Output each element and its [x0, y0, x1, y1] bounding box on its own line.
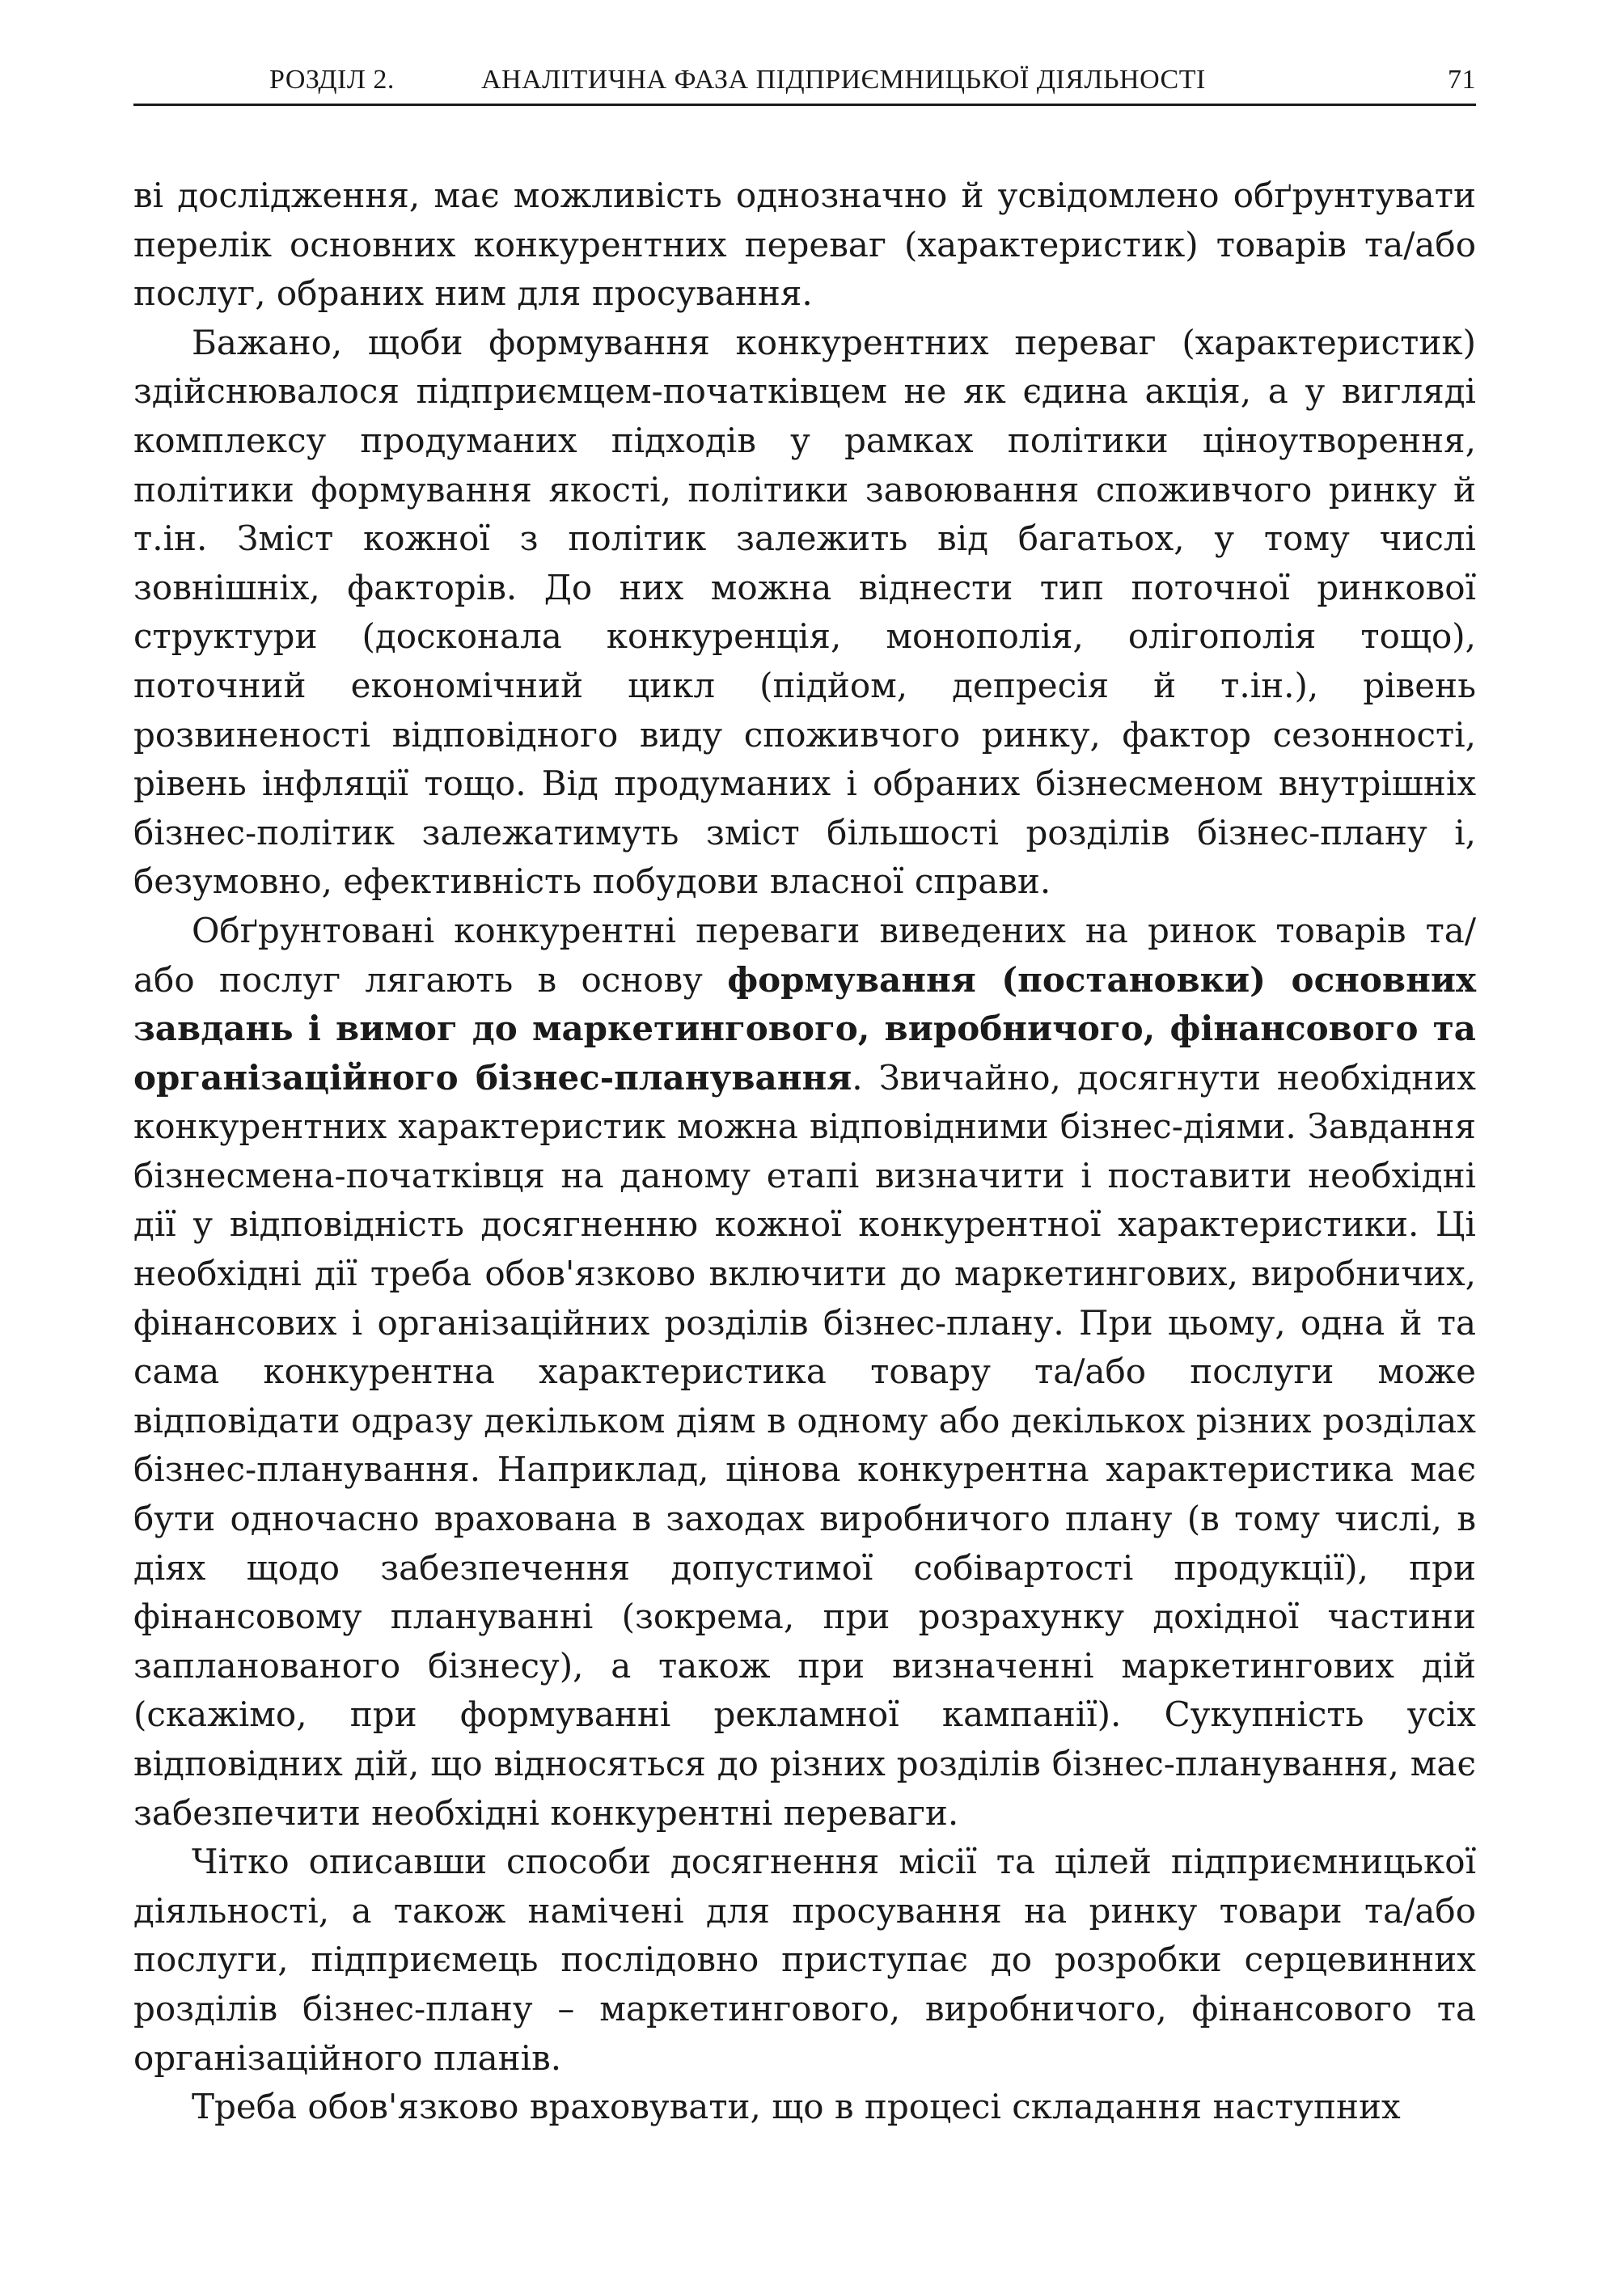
- paragraph-4: Чітко описавши способи досягнення місії та цілей підприємницької діяльності, а також намічені для просування на ринку товари та/або послуги, підприємець послідовно приступає до розробки серцевинних розділів бізнес-плану – маркетингового, виробничого, фінансового та організаційного планів.: [133, 1842, 1476, 2078]
- running-header: [133, 61, 1476, 106]
- paragraph-3-end: . Звичайно, досягнути необхідних конкурентних характеристик можна відповідними бізнес-діями. Завдання бізнесмена-початківця на даному етапі визначити і поставити необхідні дії у відповідність досягненню кожної конкурентної характеристики. Ці необхідні дії треба обов'язково включити до маркетингових, виробничих, фінансових і організаційних розділів бізнес-плану. При цьому, одна й та сама конкурентна характеристика товару та/або послуги може відповідати одразу декільком діям в одному або декількох різних розділах бізнес-планування. Наприклад, цінова конкурентна характеристика має бути одночасно врахована в заходах виробничого плану (в тому числі, в діях щодо забезпечення допустимої собівартості продукції), при фінансовому плануванні (зокрема, при розрахунку дохідної частини запланованого бізнесу), а також при визначенні маркетингових дій (скажімо, при формуванні рекламної кампанії). Сукупність усіх відповідних дій, що відносяться до різних розділів бізнес-планування, має забезпечити необхідні конкурентні переваги.: [133, 1057, 1476, 1833]
- body-text: [133, 171, 1476, 2132]
- header-section-label: РОЗДІЛ 2.: [269, 65, 395, 95]
- paragraph-2: Бажано, щоби формування конкурентних переваг (характеристик) здійснювалося підприємцем-початківцем не як єдина акція, а у вигляді комплексу продуманих підходів у рамках політики ціноутворення, політики формування якості, політики завоювання споживчого ринку й т.ін. Зміст кожної з політик залежить від багатьох, у тому числі зовнішніх, факторів. До них можна віднести тип поточної ринкової структури (досконала конкуренція, монополія, олігополія тощо), поточний економічний цикл (підйом, депресія й т.ін.), рівень розвиненості відповідного виду споживчого ринку, фактор сезонності, рівень інфляції тощо. Від продуманих і обраних бізнесменом внутрішніх бізнес-політик залежатимуть зміст більшості розділів бізнес-плану і, безумовно, ефективність побудови власної справи.: [133, 322, 1476, 902]
- header-chapter-title: АНАЛІТИЧНА ФАЗА ПІДПРИЄМНИЦЬКОЇ ДІЯЛЬНОСТІ: [481, 65, 1206, 95]
- page-number: 71: [1448, 65, 1476, 95]
- paragraph-3-emphasis: формування (постановки) основних завдань і вимог до маркетингового, виробничого, фінансового та організаційного бізнес-планування: [133, 959, 1477, 1098]
- paragraph-3-start: Обґрунтовані конкурентні переваги виведених на ринок товарів та/або послуг лягають в основу: [133, 910, 1476, 1000]
- paragraph-3: [133, 907, 1476, 1838]
- paragraph-5: Треба обов'язково враховувати, що в процесі складання наступних: [192, 2087, 1401, 2127]
- paragraph-1: ві дослідження, має можливість однозначно й усвідомлено обґрунтувати перелік основних конкурентних переваг (характеристик) товарів та/або послуг, обраних ним для просування.: [133, 176, 1476, 314]
